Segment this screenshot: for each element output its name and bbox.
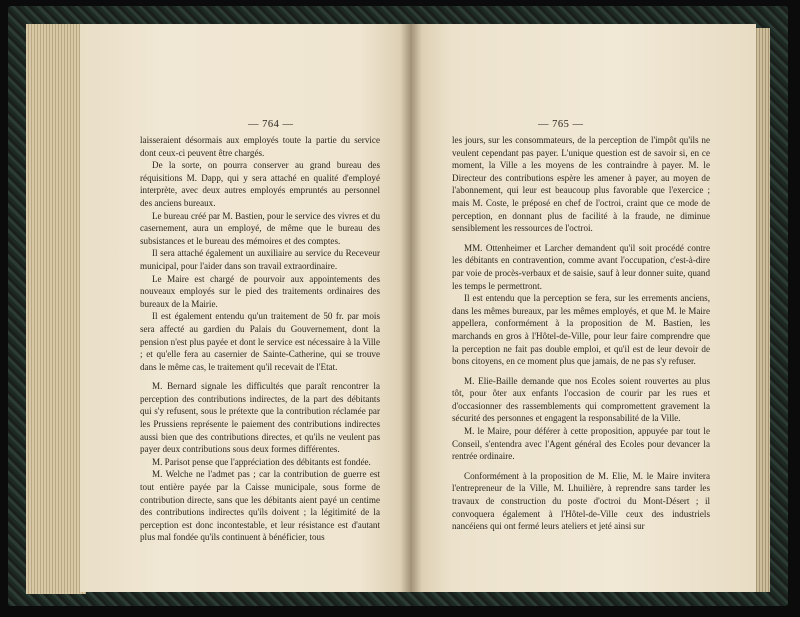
paragraph: MM. Ottenheimer et Larcher demandent qu'il soit procédé contre les débitants en contravention, comme avant l'occupation, c'est-à-dire par voie de procès-verbaux et de saisie, sauf à leur donner suite, quand les temps le permettront. bbox=[452, 242, 710, 291]
paragraph: Conformément à la proposition de M. Elie, M. le Maire invitera l'entrepreneur de la Ville, M. Lhuilière, à reprendre sans tarder les travaux de construction du poste d'octroi du Mont-Désert ; il convoquera également à l'Hôtel-de-Ville ceux des industriels nancéiens qui ont fermé leurs ateliers et jeté ainsi sur bbox=[452, 470, 710, 532]
left-page-text bbox=[140, 134, 380, 544]
paragraph: Le Maire est chargé de pourvoir aux appointements des nouveaux employés sur le pied des traitements ordinaires des bureaux de la Mairie. bbox=[140, 273, 380, 309]
paragraph: M. le Maire, pour déférer à cette proposition, appuyée par tout le Conseil, s'entendra avec l'Agent général des Ecoles pour devancer la rentrée ordinaire. bbox=[452, 426, 710, 462]
paragraph: Il est entendu que la perception se fera, sur les errements anciens, dans les mêmes bureaux, par les mêmes employés, et que M. le Maire appellera, conformément à la proposition de M. Bastien, les marchands en gros à l'Hôtel-de-Ville, pour leur faire comprendre que la perception ne fait pas double emploi, et qu'il est de leur devoir de bons citoyens, en ce moment plus que jamais, de ne pas s'y refuser. bbox=[452, 293, 710, 367]
paragraph: M. Elie-Baille demande que nos Ecoles soient rouvertes au plus tôt, pour ôter aux enfants l'occasion de courir par les rues et d'occasionner des rassemblements qui compromettent gravement la sécurité des personnes et engagent la responsabilité de la Ville. bbox=[452, 375, 710, 424]
paragraph: De la sorte, on pourra conserver au grand bureau des réquisitions M. Dapp, qui y sera attaché en qualité d'employé interprète, avec deux autres employés empruntés au personnel des anciens bureaux. bbox=[140, 160, 380, 208]
book-gutter bbox=[400, 24, 422, 592]
paragraph: M. Parisot pense que l'appréciation des débitants est fondée. bbox=[152, 456, 371, 467]
page-number-right: — 765 — bbox=[538, 119, 584, 130]
paragraph: Le bureau créé par M. Bastien, pour le service des vivres et du casernement, aura un employé, de même que le bureau des subsistances et le bureau des mémoires et des comptes. bbox=[140, 210, 380, 246]
right-page-text bbox=[452, 134, 710, 533]
page-number-left: — 764 — bbox=[248, 119, 294, 130]
right-page bbox=[410, 24, 756, 592]
paragraph: Il est également entendu qu'un traitement de 50 fr. par mois sera affecté au gardien du Palais du Gouvernement, dont la pension n'est plus payée et dont le service est nécessaire à la Ville ; et qu'elle fera au casernier de Sainte-Catherine, qui se trouve dans le même cas, le traitement qu'il recevait de l'Etat. bbox=[140, 311, 380, 372]
paragraph: M. Welche ne l'admet pas ; car la contribution de guerre est tout entière payée par la Caisse municipale, sous forme de contribution directe, sans que les débitants aient payé un centime des contributions indirectes qu'ils doivent ; la légitimité de la perception est donc incontestable, et leur résistance est d'autant plus mal fondée qu'ils continuent à bénéficier, tous bbox=[140, 469, 380, 543]
paragraph: les jours, sur les consommateurs, de la perception de l'impôt qu'ils ne veulent cependant pas payer. L'unique question est de savoir si, en ce moment, la Ville a les moyens de les contraindre à payer. M. le Directeur des contributions espère les amener à payer, au moyen de l'abonnement, qui leur est beaucoup plus favorable que l'exercice ; mais M. Coste, le préposé en chef de l'octroi, craint que ce mode de perception, en donnant plus de facilité à la fraude, ne diminue sensiblement les ressources de l'octroi. bbox=[452, 135, 710, 234]
page-edges-left bbox=[26, 24, 86, 594]
paragraph: Il sera attaché également un auxiliaire au service du Receveur municipal, pour l'aider dans son travail extraordinaire. bbox=[140, 248, 380, 271]
page-edges-right bbox=[754, 28, 770, 592]
paragraph: M. Bernard signale les difficultés que paraît rencontrer la perception des contributions indirectes, de la part des débitants qui s'y refusent, sous le prétexte que la contribution réclamée par les Prussiens représente le paiement des contributions indirectes aussi bien que des contributions directes, et qu'ils ne veulent pas payer deux contributions sous deux formes différentes. bbox=[140, 381, 380, 455]
paragraph: laisseraient désormais aux employés toute la partie du service dont ceux-ci peuvent être chargés. bbox=[140, 135, 380, 158]
left-page bbox=[80, 24, 410, 592]
